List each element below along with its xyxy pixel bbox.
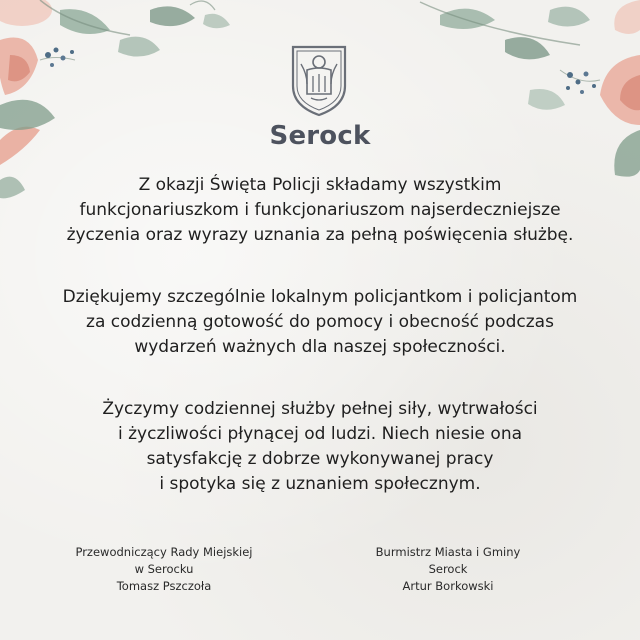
message-paragraph-1: [0, 173, 640, 248]
floral-corner-right-icon: [410, 0, 640, 200]
message-paragraph-2: [0, 285, 640, 360]
message-line: i życzliwości płynącej od ludzi. Niech niesie ona: [117, 424, 523, 444]
signature-title: w Serocku: [134, 562, 194, 576]
message-line: za codzienną gotowość do pomocy i obecność podczas: [86, 312, 554, 332]
signature-left: [34, 544, 294, 595]
floral-corner-left-icon: [0, 0, 260, 200]
message-line: wydarzeń ważnych dla naszej społeczności.: [134, 337, 506, 357]
message-line: funkcjonariuszkom i funkcjonariuszom najserdeczniejsze: [79, 200, 561, 220]
message-line: Dziękujemy szczególnie lokalnym policjantkom i policjantom: [62, 287, 578, 307]
signature-title: Burmistrz Miasta i Gminy: [375, 545, 521, 559]
message-line: Życzymy codziennej służby pełnej siły, wytrwałości: [102, 399, 538, 419]
message-line: życzenia oraz wyrazy uznania za pełną poświęcenia służbę.: [66, 225, 574, 245]
message-line: i spotyka się z uznaniem społecznym.: [159, 474, 481, 494]
brand-name: Serock: [269, 121, 371, 151]
message-line: Z okazji Święta Policji składamy wszystkim: [138, 175, 502, 195]
signature-title: Przewodniczący Rady Miejskiej: [75, 545, 253, 559]
signature-person: Tomasz Pszczoła: [116, 579, 212, 593]
signature-right: [318, 544, 578, 595]
signature-person: Artur Borkowski: [402, 579, 494, 593]
message-paragraph-3: [0, 397, 640, 497]
serock-coat-of-arms-icon: [289, 44, 349, 118]
message-line: satysfakcję z dobrze wykonywanej pracy: [146, 449, 494, 469]
signature-title: Serock: [428, 562, 468, 576]
